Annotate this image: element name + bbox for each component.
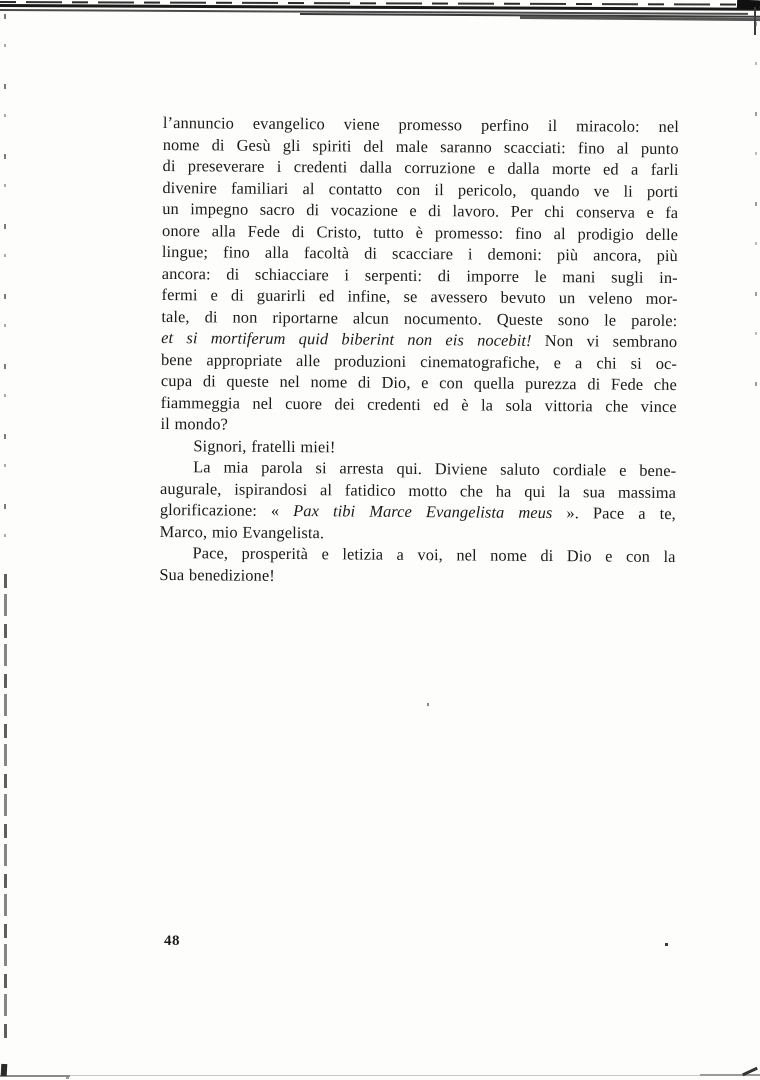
paragraph [160,112,679,439]
text-line: il mondo? [160,413,229,434]
scan-bottom-edge-line-right [700,1074,760,1076]
text-line: divenire familiari al contatto con il pericolo, quando ve li porti [162,177,679,201]
text-line: nome di Gesù gli spiriti del male saranno scacciati: fino al punto [162,134,679,158]
scan-bottom-edge-line-left [0,1075,70,1077]
page-text-block [159,112,679,589]
scan-speck-2 [665,943,668,946]
text-line: l’annuncio evangelico viene promesso perfino il miracolo: nel [162,112,679,137]
scan-speck-3 [66,1077,69,1079]
scan-left-edge-line-lower [4,574,7,1044]
text-line: Pace, prosperità e letizia a voi, nel nome di Dio e con la [192,543,676,567]
text-after-quote: Non vi sembrano [531,330,678,352]
text-line: ancora: di schiacciare i serpenti: di imporre le mani sugli in- [161,263,678,287]
scan-blob-top-right [737,0,760,9]
latin-quote: et si mortiferum quid biberint non eis nocebit! [161,327,532,350]
text-line: un impegno sacro di vocazione e di lavoro. Per chi conserva e fa [162,198,679,223]
text-line: fiammeggia nel cuore dei credenti ed è la sola vittoria che vince [160,392,677,416]
scan-right-edge-line [755,22,757,422]
paragraph [160,456,677,546]
scan-left-edge-line-upper [4,14,6,574]
text-line: Signori, fratelli miei! [193,435,336,456]
text-line: augurale, ispirandosi al fatidico motto che ha qui la sua massima [159,478,677,502]
text-line: Marco, mio Evangelista. [159,521,325,542]
text-after-motto: ». Pace a te, [552,503,676,524]
text-line: fermi e di guarirli ed infine, se avessero bevuto un veleno mor- [161,284,678,309]
page-number: 48 [164,933,180,949]
scan-bottom-edge-line [0,1075,760,1076]
paragraph [159,542,675,589]
scan-speck-1 [427,703,429,706]
text-line: onore alla Fede di Cristo, tutto è promesso: fino al prodigio delle [161,220,679,244]
text-line: tale, di non riportarne alcun nocumento. Queste sono le parole: [161,306,678,330]
text-line: Sua benedizione! [159,564,275,585]
text-line: cupa di queste nel nome di Dio, e con quella purezza di Fede che [160,370,677,395]
text-before-motto: glorificazione: « [159,499,294,521]
text-line: lingue; fino alla facoltà di scacciare i demoni: più ancora, più [161,241,678,266]
text-line: di preseverare i credenti dalla corruzione e dalla morte ed a farli [162,155,679,180]
text-line: bene appropriate alle produzioni cinematografiche, e a chi si oc- [160,349,678,373]
scan-mark-bottom-left [1,1064,8,1076]
text-line: La mia parola si arresta qui. Diviene saluto cordiale e bene- [193,457,677,481]
latin-motto: Pax tibi Marce Evangelista meus [293,501,553,523]
